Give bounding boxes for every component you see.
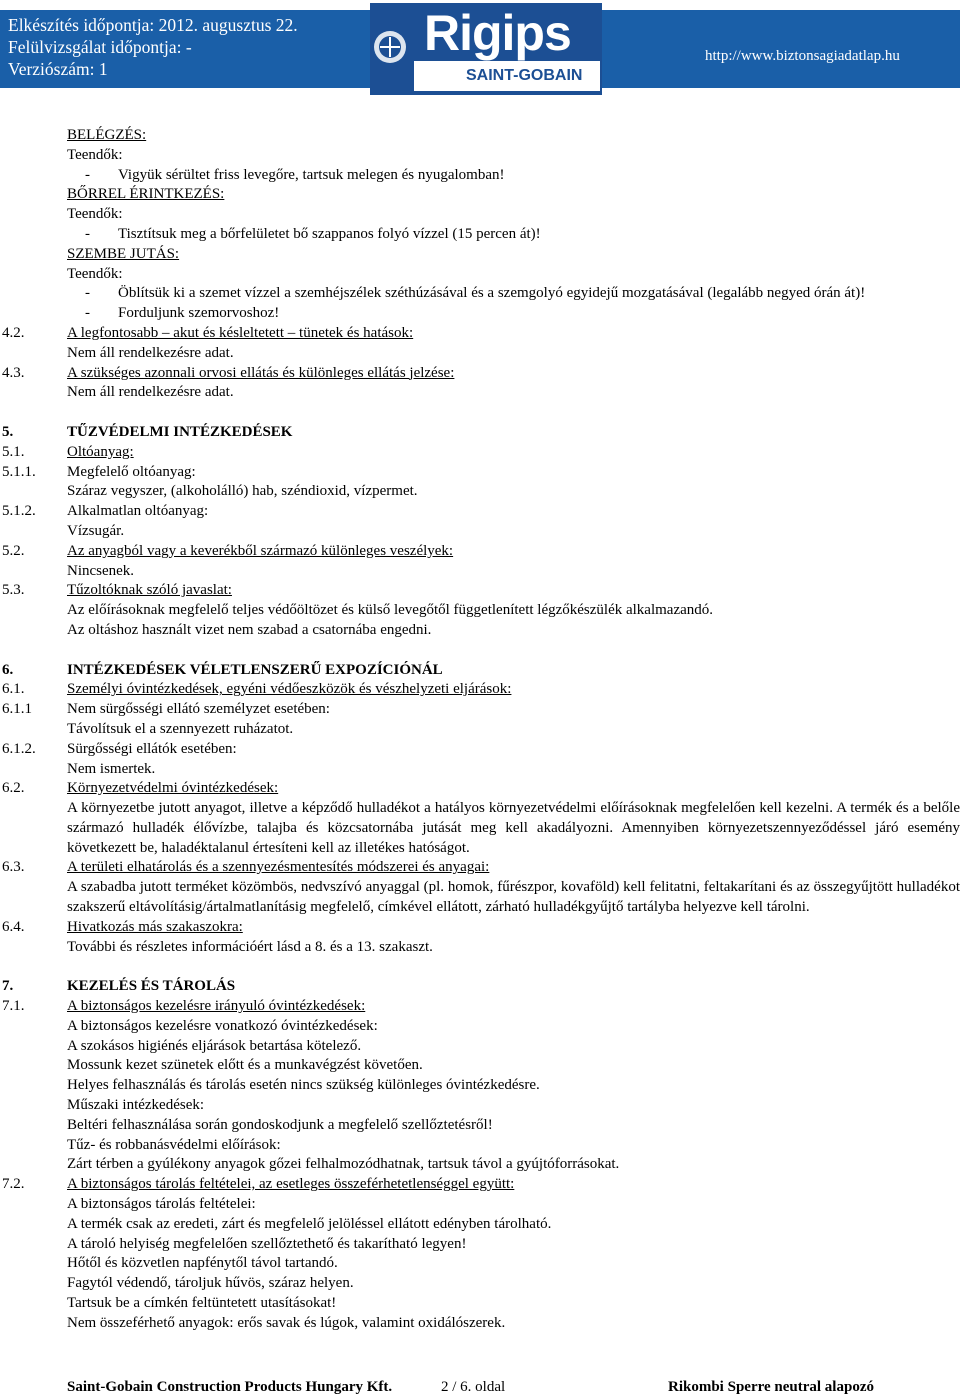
section-5-3-text-2: Az oltáshoz használt vizet nem szabad a csatornába engedni. [67,621,432,638]
logo-text: Rigips [424,5,571,61]
list-item: Mossunk kezet szünetek előtt és a munkavégzést követően. [67,1057,423,1074]
version-number: Verziószám: 1 [8,59,108,79]
section-4-3: 4.3. A szükséges azonnali orvosi ellátás és különleges ellátás jelzése: [0,364,960,384]
section-6-3: 6.3. A területi elhatárolás és a szennyezésmentesítés módszerei és anyagai: [2,859,490,876]
section-5-3-text-1: Az előírásoknak megfelelő teljes védőöltözet és külső levegőtől függetlenített légzőkészülék alkalmazandó. [67,602,714,619]
list-item: Beltéri felhasználása során gondoskodjunk a megfelelő szellőztetésről! [67,1116,493,1133]
list-item: Helyes felhasználás és tárolás esetén nincs szükség különleges óvintézkedésre. [67,1077,540,1094]
eye-label: Teendők: [67,265,123,282]
rigips-logo [370,3,602,102]
eye-item-1: - Öblítsük ki a szemet vízzel a szemhéjszélek széthúzásával és a szemgolyó egyidejű mozgatásával (legalább negyed órán át)! [85,285,866,302]
section-5-1-2: 5.1.2. Alkalmatlan oltóanyag: [2,503,209,520]
list-item: Műszaki intézkedések: [67,1097,205,1114]
list-item: A termék csak az eredeti, zárt és megfelelő jelöléssel ellátott edényben tárolható. [67,1215,552,1232]
skin-title: BŐRREL ÉRINTKEZÉS: [67,186,225,203]
section-4-2: 4.2. A legfontosabb – akut és késleltetett – tünetek és hatások: [0,324,960,344]
section-6-3-text: A szabadba jutott terméket közömbös, nedvszívó anyaggal (pl. homok, fűrészpor, kovaföld) kell felitatni, feltakarítani és az összegyűjtött hulladékot szakszerű eltávolításig/ártalmatlanításig megfelelő, címkével ellátott, zárható hulladékgyűjtő tartályba helyezve kell tárolni. [67,879,960,916]
section-6-1-2: 6.1.2. Sürgősségi ellátók esetében: [2,740,237,757]
section-6-1-2-text: Nem ismertek. [67,760,156,777]
header-meta [8,14,298,80]
skin-label: Teendők: [67,206,123,223]
section-4-2-text: Nem áll rendelkezésre adat. [67,344,234,361]
breathing-heading-row [0,126,960,146]
section-4-2-title: A legfontosabb – akut és késleltetett – tünetek és hatások: [67,324,414,341]
footer-page-number: 2 / 6. oldal [441,1379,506,1395]
header-url[interactable]: http://www.biztonsagiadatlap.hu [705,48,900,64]
list-item: A biztonságos kezelésre vonatkozó óvintézkedések: [67,1017,378,1034]
section-6-1: 6.1. Személyi óvintézkedések, egyéni védőeszközök és vészhelyzeti eljárások: [2,681,512,698]
list-item: A szokásos higiénés eljárások betartása kötelező. [67,1037,362,1054]
section-5-1-2-text: Vízsugár. [67,522,125,539]
list-item: Tartsuk be a címkén feltüntetett utasításokat! [67,1295,337,1312]
section-5-1-1: 5.1.1. Megfelelő oltóanyag: [2,463,196,480]
skin-item: - Tisztítsuk meg a bőrfelületet bő szappanos folyó vízzel (15 percen át)! [85,225,541,242]
logo-subtext: SAINT-GOBAIN [466,67,583,84]
breathing-item: - Vigyük sérültet friss levegőre, tartsuk melegen és nyugalomban! [85,166,505,183]
section-5-1-1-text: Száraz vegyszer, (alkoholálló) hab, széndioxid, vízpermet. [67,483,418,500]
list-item: Fagytól védendő, tároljuk hűvös, száraz helyen. [67,1275,354,1292]
section-6-1-1-text: Távolítsuk el a szennyezett ruházatot. [67,720,294,737]
eye-item-2: - Forduljunk szemorvoshoz! [85,305,280,322]
section-6-1-1: 6.1.1 Nem sürgősségi ellátó személyzet esetében: [2,701,330,718]
list-item: Zárt térben a gyúlékony anyagok gőzei felhalmozódhatnak, tartsuk távol a gyújtóforrásokat. [67,1156,620,1173]
list-item: Nem összeférhető anyagok: erős savak és lúgok, valamint oxidálószerek. [67,1314,506,1331]
section-7-heading: 7. KEZELÉS ÉS TÁROLÁS [2,978,236,995]
section-4-3-text: Nem áll rendelkezésre adat. [67,384,234,401]
breathing-title: BELÉGZÉS: [67,127,147,143]
section-7-2: 7.2. A biztonságos tárolás feltételei, az esetleges összeférhetetlenséggel együtt: [2,1176,515,1193]
breathing-label: Teendők: [67,146,123,163]
section-4-3-title: A szükséges azonnali orvosi ellátás és különleges ellátás jelzése: [67,364,455,381]
section-5-heading: 5. TŰZVÉDELMI INTÉZKEDÉSEK [2,423,293,440]
page-header [0,0,960,100]
section-5-1: 5.1. Oltóanyag: [2,443,134,460]
footer-company: Saint-Gobain Construction Products Hungary Kft. [67,1379,393,1395]
section-5-2-text: Nincsenek. [67,562,135,579]
section-6-2-text: A környezetbe jutott anyagot, illetve a képződő hulladékot a hatályos környezetvédelmi előírásoknak megfelelően kell kezelni. A termék és a belőle származó hulladék élővízbe, talajba és közcsatornába jutását meg kell akadályozni. Amennyiben környezetszennyeződéssel járó esemény következett be, haladéktalanul értesíteni kell az illetékes hatóságot. [67,800,960,856]
section-6-2: 6.2. Környezetvédelmi óvintézkedések: [2,780,279,797]
eye-title: SZEMBE JUTÁS: [67,245,180,262]
list-item: A tároló helyiség megfelelően szellőztethető és takarítható legyen! [67,1235,467,1252]
page-footer [0,1378,960,1400]
footer-product: Rikombi Sperre neutral alapozó [668,1379,874,1395]
document-body [0,126,960,1334]
list-item: Tűz- és robbanásvédelmi előírások: [67,1136,281,1153]
list-item: Hőtől és közvetlen napfénytől távol tartandó. [67,1255,338,1272]
section-6-4-text: További és részletes információért lásd a 8. és a 13. szakaszt. [67,938,433,955]
section-7-1: 7.1. A biztonságos kezelésre irányuló óvintézkedések: [2,998,366,1015]
revision-date: Felülvizsgálat időpontja: - [8,37,192,57]
section-6-heading: 6. INTÉZKEDÉSEK VÉLETLENSZERŰ EXPOZÍCIÓNÁL [2,661,443,678]
list-item: A biztonságos tárolás feltételei: [67,1196,256,1213]
section-5-2: 5.2. Az anyagból vagy a keverékből származó különleges veszélyek: [2,542,454,559]
creation-date: Elkészítés időpontja: 2012. augusztus 22. [8,15,298,35]
section-6-4: 6.4. Hivatkozás más szakaszokra: [2,918,243,935]
section-5-3: 5.3. Tűzoltóknak szóló javaslat: [2,582,232,599]
